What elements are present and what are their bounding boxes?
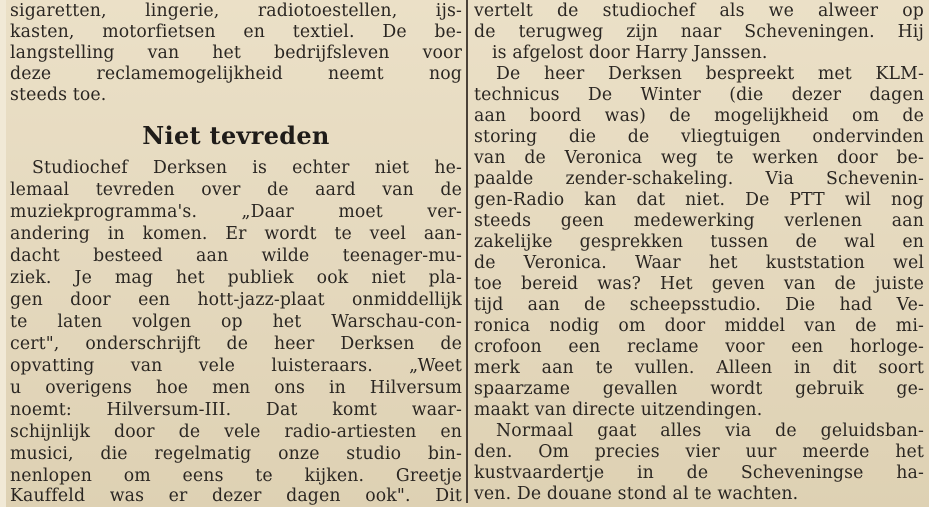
text-line: Studiochef Derksen is echter niet he- [32, 158, 462, 178]
text-line: Normaal gaat alles via de geluidsban- [496, 421, 924, 441]
paper-edge [0, 0, 6, 507]
text-line: is afgelost door Harry Janssen. [492, 43, 768, 63]
text-line: cert", onderschrijft de heer Derksen de [10, 334, 462, 354]
text-line: deze reclamemogelijkheid neemt nog [10, 64, 462, 84]
text-line: zakelijke gesprekken tussen de wal en [474, 232, 924, 252]
text-line: dacht besteed aan wilde teenager-mu- [10, 246, 462, 266]
text-line: steeds toe. [10, 85, 107, 105]
text-line: de terugweg zijn naar Scheveningen. Hij [474, 22, 924, 42]
text-line: technicus De Winter (die dezer dagen [474, 85, 924, 105]
text-line: schijnlijk door de vele radio-artiesten en [10, 422, 462, 442]
text-line: noemt: Hilversum-III. Dat komt waar- [10, 400, 462, 420]
text-line: musici, die regelmatig onze studio bin- [10, 444, 462, 464]
text-line: merk aan te vullen. Alleen in dit soort [474, 358, 924, 378]
text-line: opvatting van vele luisteraars. „Weet [10, 356, 462, 376]
text-line: toe bereid was? Het geven van de juiste [474, 274, 924, 294]
text-line: u overigens hoe men ons in Hilversum [10, 378, 462, 398]
text-line: vertelt de studiochef als we alweer op [474, 1, 924, 21]
text-line: van de Veronica weg te werken door be- [474, 148, 924, 168]
text-line: storing die de vliegtuigen ondervinden [474, 127, 924, 147]
text-line: sigaretten, lingerie, radiotoestellen, ijs- [10, 1, 462, 21]
text-line: te laten volgen op het Warschau-con- [10, 312, 462, 332]
text-line: gen door een hott-jazz-plaat onmiddellijk [10, 290, 462, 310]
text-line: crofoon een reclame voor een horloge- [474, 337, 924, 357]
text-line: lemaal tevreden over de aard van de [10, 180, 462, 200]
text-line: Kauffeld was er dezer dagen ook". Dit [10, 486, 462, 506]
text-line: nenlopen om eens te kijken. Greetje [10, 466, 462, 486]
text-line: kustvaardertje in de Scheveningse ha- [474, 463, 924, 483]
text-line: De heer Derksen bespreekt met KLM- [496, 64, 924, 84]
text-line: aan boord was) de mogelijkheid om de [474, 106, 924, 126]
text-line: andering in komen. Er wordt te veel aan- [10, 224, 462, 244]
text-line: ziek. Je mag het publiek ook niet pla- [10, 268, 462, 288]
text-line: paalde zender-schakeling. Via Schevenin- [474, 169, 924, 189]
text-line: spaarzame gevallen wordt gebruik ge- [474, 379, 924, 399]
text-line: de Veronica. Waar het kuststation wel [474, 253, 924, 273]
text-line: den. Om precies vier uur meerde het [474, 442, 924, 462]
section-heading: Niet tevreden [142, 121, 330, 150]
text-line: kasten, motorfietsen en textiel. De be- [10, 22, 462, 42]
text-line: ronica nodig om door middel van de mi- [474, 316, 924, 336]
text-line: ven. De douane stond al te wachten. [474, 484, 799, 504]
text-line: langstelling van het bedrijfsleven voor [10, 43, 462, 63]
text-line: muziekprogramma's. „Daar moet ver- [10, 202, 462, 222]
text-line: steeds geen medewerking verlenen aan [474, 211, 924, 231]
text-line: tijd aan de scheepsstudio. Die had Ve- [474, 295, 924, 315]
text-line: gen-Radio kan dat niet. De PTT wil nog [474, 190, 924, 210]
column-divider [466, 0, 468, 503]
text-line: maakt van directe uitzendingen. [474, 400, 763, 420]
